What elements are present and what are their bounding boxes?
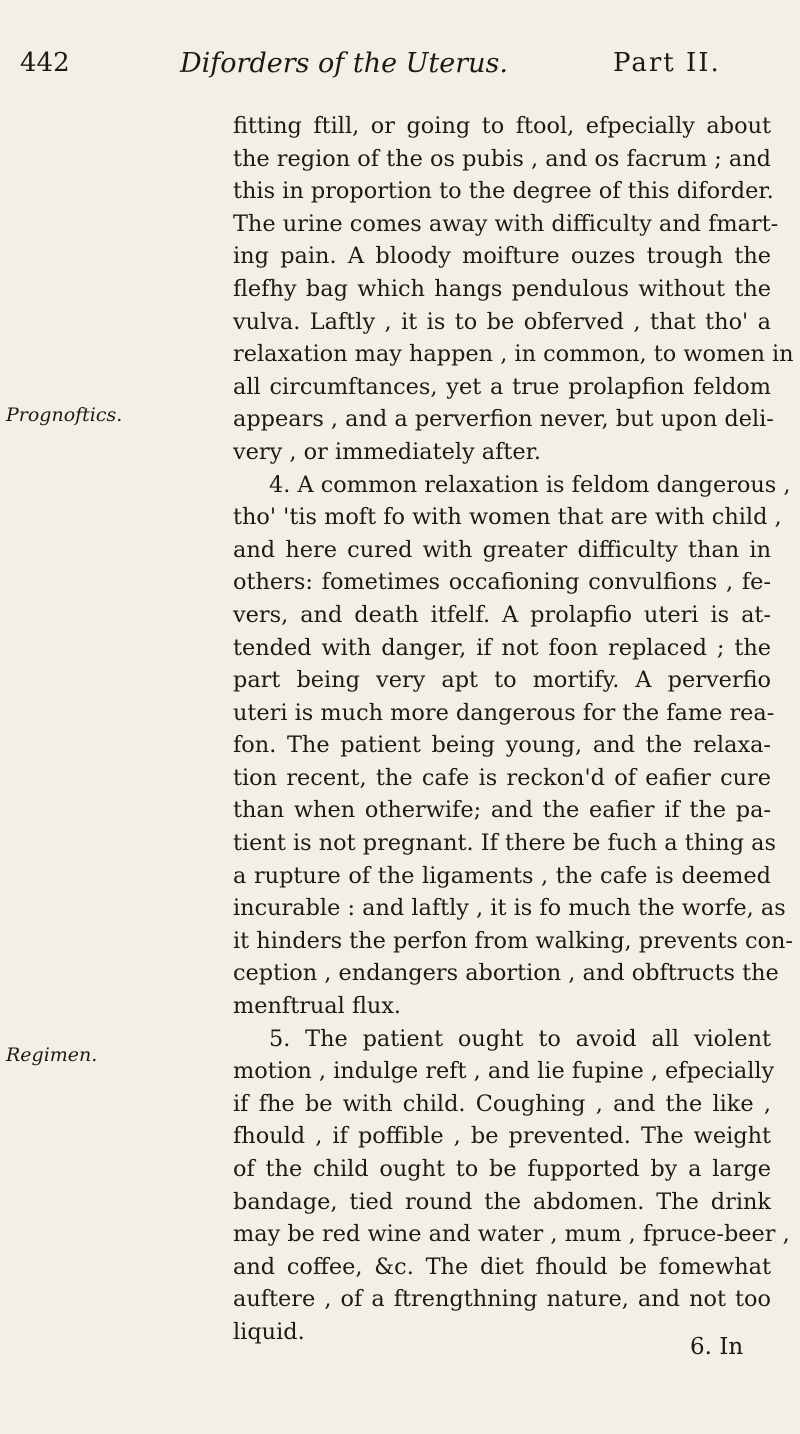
text-line: tended with danger, if not foon replaced ; the [233, 634, 771, 661]
text-line: incurable : and laftly , it is fo much the worfe, as [233, 895, 786, 922]
text-line: auftere , of a ftrengthning nature, and not too [233, 1286, 771, 1313]
text-line: The urine comes away with difficulty and fmart- [233, 210, 779, 237]
text-line: others: fometimes occafioning convulfions , fe- [233, 569, 771, 596]
text-line: flefhy bag which hangs pendulous without the [233, 275, 771, 302]
text-line: all circumftances, yet a true prolapfion feldom [233, 373, 771, 400]
text-line: motion , indulge reft , and lie fupine , efpecially [233, 1058, 775, 1085]
page-header [20, 48, 790, 92]
part-label: Part II. [613, 48, 721, 78]
text-line: uteri is much more dangerous for the fame rea- [233, 699, 775, 726]
text-line: fon. The patient being young, and the relaxa- [233, 732, 771, 759]
text-line: tion recent, the cafe is reckon'd of eafier cure [233, 764, 771, 791]
text-line: this in proportion to the degree of this diforder. [233, 178, 774, 205]
text-line: ception , endangers abortion , and obftructs the [233, 960, 779, 987]
text-line: than when otherwife; and the eafier if the pa- [233, 797, 771, 824]
catchword: 6. In [690, 1334, 744, 1360]
text-line: fhould , if poffible , be prevented. The weight [233, 1123, 771, 1150]
text-line: vers, and death itfelf. A prolapfio uteri is at- [233, 601, 771, 628]
running-title: Diforders of the Uterus. [180, 48, 508, 79]
text-line: 5. The patient ought to avoid all violent [269, 1025, 771, 1052]
text-line: tient is not pregnant. If there be fuch a thing as [233, 830, 777, 857]
text-line: menftrual flux. [233, 993, 402, 1020]
text-line: very , or immediately after. [233, 438, 542, 465]
text-line: relaxation may happen , in common, to women in [233, 341, 794, 368]
text-line: ing pain. A bloody moifture ouzes trough the [233, 243, 771, 270]
text-line: bandage, tied round the abdomen. The drink [233, 1188, 771, 1215]
text-line: part being very apt to mortify. A perverfio [233, 667, 771, 694]
text-line: 4. A common relaxation is feldom dangerous , [269, 471, 791, 498]
text-line: it hinders the perfon from walking, prevents con- [233, 927, 793, 954]
text-line: and coffee, &c. The diet fhould be fomewhat [233, 1253, 771, 1280]
page-number: 442 [20, 48, 70, 78]
text-line: tho' 'tis moft fo with women that are with child , [233, 504, 782, 531]
text-line: if fhe be with child. Coughing , and the like , [233, 1090, 771, 1117]
text-line: the region of the os pubis , and os facrum ; and [233, 145, 771, 172]
text-line: and here cured with greater difficulty than in [233, 536, 771, 563]
text-line: vulva. Laftly , it is to be obferved , that tho' a [233, 308, 771, 335]
text-line: of the child ought to be fupported by a large [233, 1156, 771, 1182]
body-text [233, 110, 794, 1349]
text-line: liquid. [233, 1318, 305, 1345]
text-line: a rupture of the ligaments , the cafe is deemed [233, 862, 771, 889]
text-line: may be red wine and water , mum , fpruce-beer , [233, 1221, 790, 1248]
text-line: appears , and a perverfion never, but upon deli- [233, 406, 774, 433]
margin-note-prognostics: Prognoftics. [6, 404, 123, 426]
margin-note-regimen: Regimen. [6, 1044, 98, 1066]
text-line: fitting ftill, or going to ftool, efpecially about [233, 113, 771, 139]
